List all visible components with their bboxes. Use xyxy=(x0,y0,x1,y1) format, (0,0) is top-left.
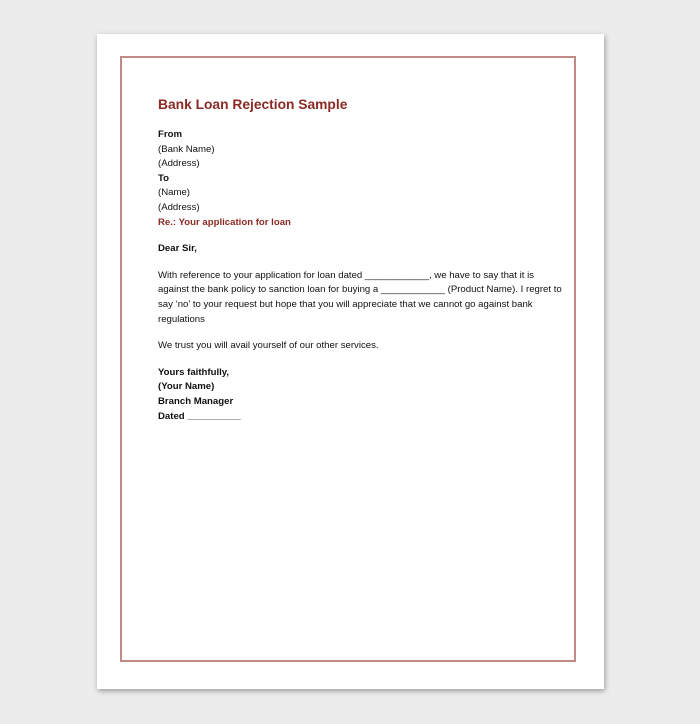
from-label: From xyxy=(158,129,182,140)
to-line: (Address) xyxy=(158,201,200,213)
from-line: (Address) xyxy=(158,158,200,170)
sender-block xyxy=(158,128,543,172)
closing-line: Branch Manager xyxy=(158,395,234,407)
salutation: Dear Sir, xyxy=(158,243,197,255)
letter-content xyxy=(158,95,562,424)
closing-block xyxy=(158,366,543,424)
subject-line: Re.: Your application for loan xyxy=(158,216,291,228)
to-label: To xyxy=(158,172,170,184)
to-line: (Name) xyxy=(158,187,190,199)
closing-line: Yours faithfully, xyxy=(158,366,230,378)
from-line: (Bank Name) xyxy=(158,143,215,155)
closing-line: (Your Name) xyxy=(158,381,215,393)
document-title: Bank Loan Rejection Sample xyxy=(158,97,348,112)
body-line: say ‘no’ to your request but hope that you will appreciate that we cannot go against bank xyxy=(158,298,533,310)
second-paragraph: We trust you will avail yourself of our other services. xyxy=(158,340,379,352)
recipient-block xyxy=(158,172,543,216)
body-line: With reference to your application for loan dated ____________, we have to say that it is xyxy=(158,269,534,281)
body-line: regulations xyxy=(158,313,205,325)
body-paragraph xyxy=(158,269,562,327)
document-page xyxy=(97,34,604,689)
body-line: against the bank policy to sanction loan for buying a ____________ (Product Name). I regret to xyxy=(158,284,562,296)
closing-line: Dated __________ xyxy=(158,410,241,422)
